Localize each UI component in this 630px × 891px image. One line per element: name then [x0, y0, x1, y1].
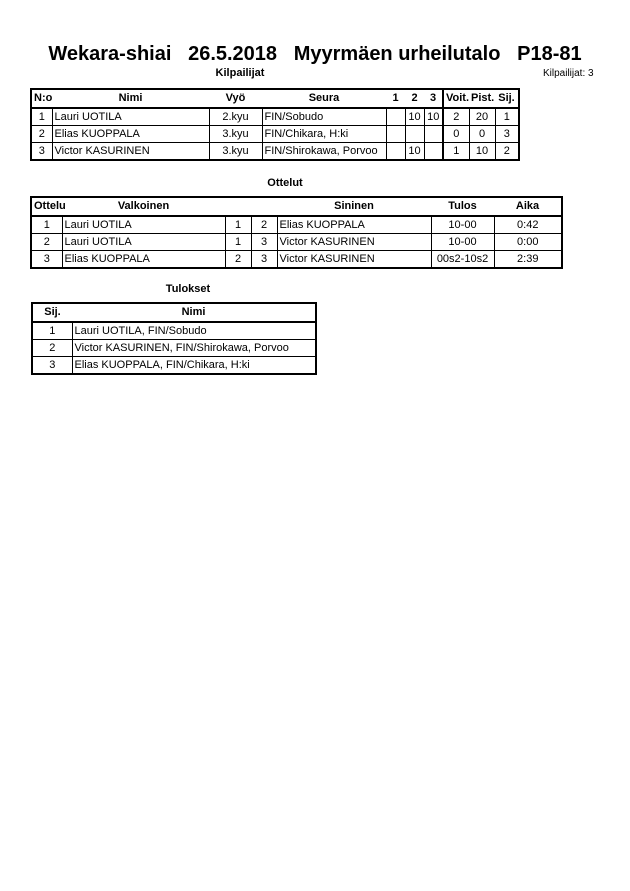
cell-voit: 2 — [443, 108, 469, 126]
cell-voit: 1 — [443, 143, 469, 161]
col-header-valkoinen: Valkoinen — [62, 197, 225, 216]
result-row — [32, 357, 316, 375]
match-row — [31, 251, 562, 269]
cell-seura: FIN/Chikara, H:ki — [262, 126, 386, 143]
col-header-nimi: Nimi — [72, 303, 316, 322]
cell-rank: 1 — [32, 322, 72, 340]
cell-sij: 1 — [495, 108, 519, 126]
cell-vyo: 3.kyu — [209, 143, 262, 161]
cell-name: Elias KUOPPALA, FIN/Chikara, H:ki — [72, 357, 316, 375]
cell-blue-name: Victor KASURINEN — [277, 251, 431, 269]
cell-pist: 20 — [469, 108, 495, 126]
cell-score-3: 10 — [424, 108, 443, 126]
cell-white-number: 2 — [225, 251, 251, 269]
cell-result: 10-00 — [431, 234, 494, 251]
cell-name: Lauri UOTILA, FIN/Sobudo — [72, 322, 316, 340]
cell-sij: 2 — [495, 143, 519, 161]
cell-pist: 0 — [469, 126, 495, 143]
col-header-3: 3 — [424, 89, 443, 108]
results-header-row — [32, 303, 316, 322]
competitor-row — [31, 143, 519, 161]
cell-seura: FIN/Shirokawa, Porvoo — [262, 143, 386, 161]
cell-white-number: 1 — [225, 216, 251, 234]
page-title: Wekara-shiai 26.5.2018 Myyrmäen urheilutalo P18-81 — [48, 43, 582, 65]
competitors-table — [30, 88, 520, 161]
results-table — [31, 302, 317, 375]
cell-blue-number: 2 — [251, 216, 277, 234]
cell-voit: 0 — [443, 126, 469, 143]
col-header-no: N:o — [31, 89, 52, 108]
cell-blue-name: Victor KASURINEN — [277, 234, 431, 251]
col-header-aika: Aika — [494, 197, 562, 216]
cell-match-no: 2 — [31, 234, 62, 251]
col-header-sij: Sij. — [32, 303, 72, 322]
cell-rank: 3 — [32, 357, 72, 375]
cell-score-1 — [386, 126, 405, 143]
result-row — [32, 340, 316, 357]
cell-sij: 3 — [495, 126, 519, 143]
cell-blue-name: Elias KUOPPALA — [277, 216, 431, 234]
col-header-sininen: Sininen — [277, 197, 431, 216]
cell-white-name: Lauri UOTILA — [62, 234, 225, 251]
col-header-2: 2 — [405, 89, 424, 108]
col-header-sij: Sij. — [495, 89, 519, 108]
col-header-pist: Pist. — [469, 89, 495, 108]
matches-table — [30, 196, 563, 269]
cell-nimi: Victor KASURINEN — [52, 143, 209, 161]
cell-score-3 — [424, 126, 443, 143]
cell-score-1 — [386, 143, 405, 161]
col-header-voit: Voit. — [443, 89, 469, 108]
cell-no: 3 — [31, 143, 52, 161]
cell-result: 00s2-10s2 — [431, 251, 494, 269]
cell-white-name: Elias KUOPPALA — [62, 251, 225, 269]
cell-time: 0:42 — [494, 216, 562, 234]
cell-no: 2 — [31, 126, 52, 143]
match-row — [31, 234, 562, 251]
cell-time: 2:39 — [494, 251, 562, 269]
cell-time: 0:00 — [494, 234, 562, 251]
cell-score-1 — [386, 108, 405, 126]
competitors-header-row — [31, 89, 519, 108]
competitor-count-label: Kilpailijat: 3 — [543, 68, 594, 79]
competitor-row — [31, 126, 519, 143]
cell-no: 1 — [31, 108, 52, 126]
cell-nimi: Lauri UOTILA — [52, 108, 209, 126]
col-header-1: 1 — [386, 89, 405, 108]
cell-score-2: 10 — [405, 108, 424, 126]
col-header-nimi: Nimi — [52, 89, 209, 108]
matches-header-row — [31, 197, 562, 216]
section-title-kilpailijat: Kilpailijat — [215, 67, 265, 79]
col-header-seura: Seura — [262, 89, 386, 108]
cell-seura: FIN/Sobudo — [262, 108, 386, 126]
col-header-ottelu: Ottelu — [31, 197, 62, 216]
cell-blue-number: 3 — [251, 251, 277, 269]
cell-blue-number: 3 — [251, 234, 277, 251]
competitor-row — [31, 108, 519, 126]
col-header-tulos: Tulos — [431, 197, 494, 216]
cell-pist: 10 — [469, 143, 495, 161]
cell-score-2 — [405, 126, 424, 143]
section-title-ottelut: Ottelut — [267, 177, 303, 189]
cell-rank: 2 — [32, 340, 72, 357]
cell-white-name: Lauri UOTILA — [62, 216, 225, 234]
cell-vyo: 2.kyu — [209, 108, 262, 126]
col-header-vyo: Vyö — [209, 89, 262, 108]
cell-nimi: Elias KUOPPALA — [52, 126, 209, 143]
cell-vyo: 3.kyu — [209, 126, 262, 143]
cell-score-2: 10 — [405, 143, 424, 161]
cell-name: Victor KASURINEN, FIN/Shirokawa, Porvoo — [72, 340, 316, 357]
col-header-spacer — [225, 197, 277, 216]
match-row — [31, 216, 562, 234]
section-title-tulokset: Tulokset — [165, 283, 211, 295]
cell-match-no: 3 — [31, 251, 62, 269]
cell-white-number: 1 — [225, 234, 251, 251]
result-row — [32, 322, 316, 340]
cell-result: 10-00 — [431, 216, 494, 234]
cell-match-no: 1 — [31, 216, 62, 234]
cell-score-3 — [424, 143, 443, 161]
